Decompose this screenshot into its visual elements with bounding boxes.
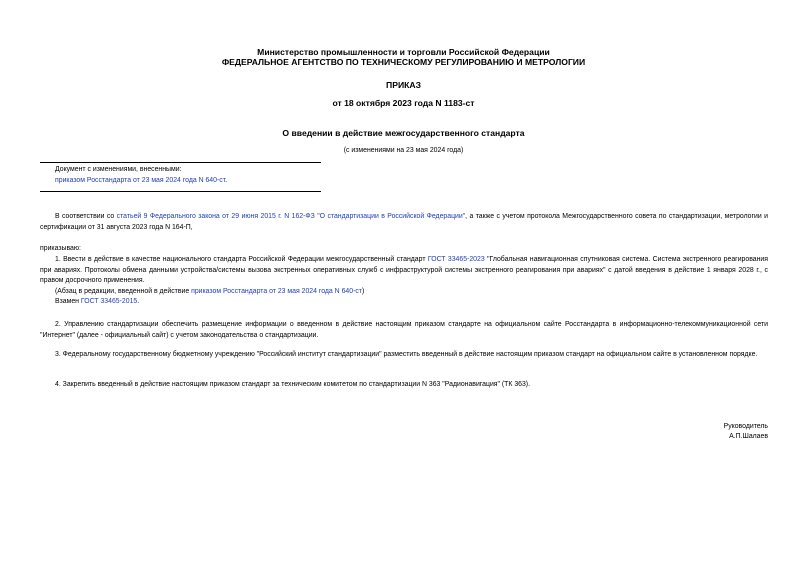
item-1-edit-note bbox=[55, 287, 364, 298]
preamble-text-after: , а также с учетом протокола Межгосударственного совета по стандартизации, метрологии и сертификации от 31 августа 2023 года N 164-П, bbox=[40, 213, 768, 231]
item-2-paragraph: 2. Управлению стандартизации обеспечить размещение информации о введенном в действие настоящим приказом стандарте на официальном сайте Росстандарта в информационно-телекоммуникационной сети "Интернет" (далее - официальный сайт) с учетом законодательства о стандартизации. bbox=[40, 321, 768, 339]
amendment-note: (с изменениями на 23 мая 2024 года) bbox=[343, 147, 464, 154]
gost-2015-link[interactable]: ГОСТ 33465-2015 bbox=[80, 298, 138, 305]
signature-name: А.П.Шалаев bbox=[729, 433, 768, 440]
agency-title: ФЕДЕРАЛЬНОЕ АГЕНТСТВО ПО ТЕХНИЧЕСКОМУ РЕГУЛИРОВАНИЮ И МЕТРОЛОГИИ bbox=[221, 57, 586, 67]
replacement-suffix: . bbox=[137, 298, 140, 305]
document-title: О введении в действие межгосударственного стандарта bbox=[282, 128, 525, 138]
document-date-number: от 18 октября 2023 года N 1183-ст bbox=[332, 98, 475, 108]
divider-bottom bbox=[40, 191, 321, 192]
item-1-text-before: 1. Ввести в действие в качестве национального стандарта Российской Федерации межгосударственный стандарт bbox=[55, 256, 428, 263]
changes-box bbox=[55, 165, 315, 186]
item-1-paragraph bbox=[40, 255, 768, 287]
preamble-paragraph bbox=[40, 212, 768, 233]
item-4-paragraph: 4. Закрепить введенный в действие настоящим приказом стандарт за техническим комитетом по стандартизации N 363 "Радионавигация" (ТК 363). bbox=[55, 381, 531, 388]
item-1-replacement bbox=[55, 297, 139, 308]
item-3-paragraph: 3. Федеральному государственному бюджетному учреждению "Российский институт стандартизации" разместить введенный в действие настоящим приказом стандарт на официальном сайте в установленном порядке. bbox=[55, 351, 758, 358]
gost-2023-link[interactable]: ГОСТ 33465-2023 bbox=[427, 256, 485, 263]
item-1-text-after: "Глобальная навигационная спутниковая система. Система экстренного реагирования при авариях. Протоколы обмена данными устройства/системы вызова экстренных оперативных служб с инфраструктурой системы экстренного реагирования при авариях" с датой введения в действие 1 января 2028 г., с правом досрочного применения. bbox=[40, 256, 769, 284]
ministry-title: Министерство промышленности и торговли Российской Федерации bbox=[257, 47, 550, 57]
changes-box-label: Документ с изменениями, внесенными: bbox=[55, 166, 182, 173]
signature-role: Руководитель bbox=[723, 423, 768, 430]
law-link[interactable]: статьей 9 Федерального закона от 29 июня 2015 г. N 162-ФЗ "О стандартизации в Российской Федерации" bbox=[116, 213, 466, 220]
replacement-prefix: Взамен bbox=[55, 298, 81, 305]
edit-note-after: ) bbox=[361, 288, 365, 295]
preamble-text-before: В соответствии со bbox=[55, 213, 117, 220]
changes-link-suffix: . bbox=[225, 176, 228, 184]
edit-note-link[interactable]: приказом Росстандарта от 23 мая 2024 года N 640-ст bbox=[191, 288, 362, 295]
edit-note-before: (Абзац в редакции, введенной в действие bbox=[55, 288, 192, 295]
document-type: ПРИКАЗ bbox=[386, 80, 421, 90]
divider-top bbox=[40, 162, 321, 163]
order-word: приказываю: bbox=[40, 245, 81, 252]
changes-link[interactable]: приказом Росстандарта от 23 мая 2024 года N 640-ст bbox=[55, 176, 226, 184]
